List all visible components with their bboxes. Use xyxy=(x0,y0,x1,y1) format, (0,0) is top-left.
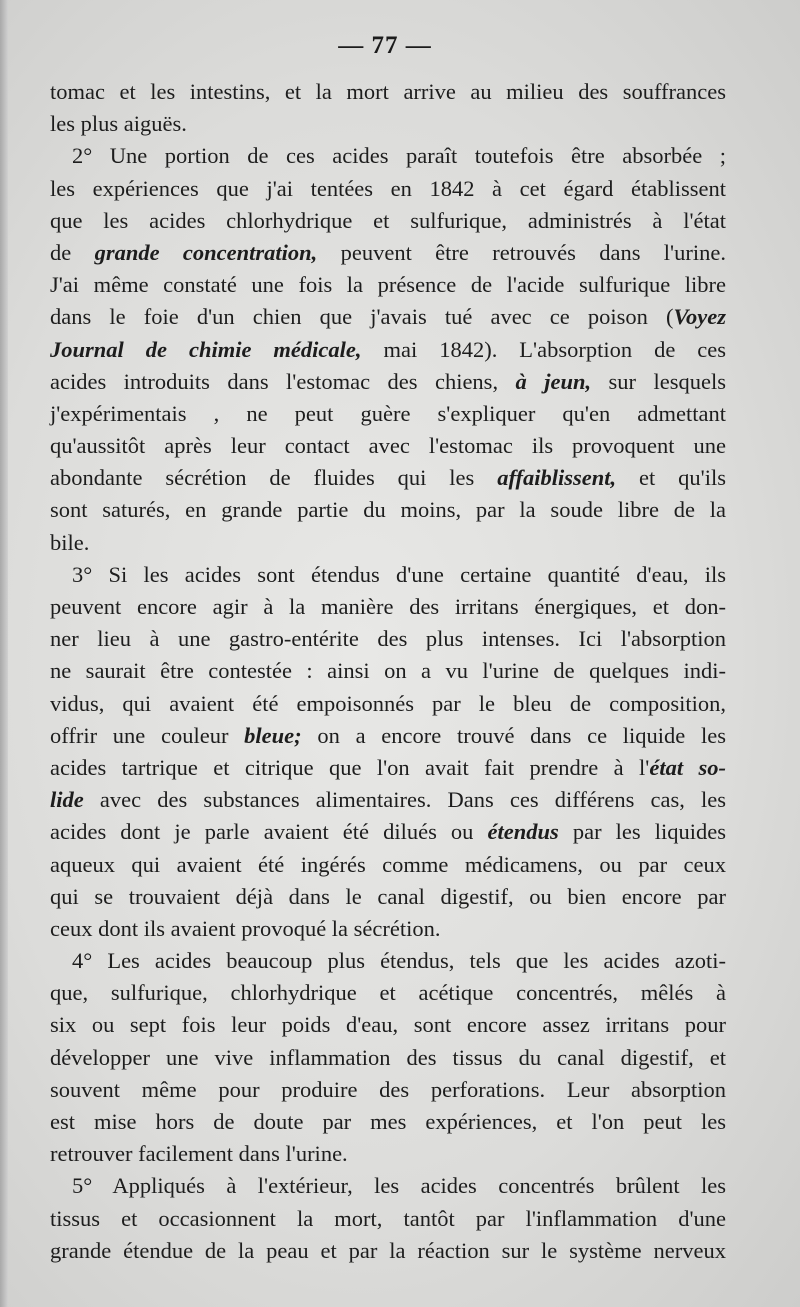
text-run: j'expérimentais , ne peut guère s'expliquer qu'en admettant xyxy=(50,400,726,426)
text-line xyxy=(50,977,726,1009)
text-run: dans le foie d'un chien que j'avais tué avec ce poison ( xyxy=(50,304,674,330)
italic-text: affaiblissent, xyxy=(497,465,617,491)
text-line xyxy=(50,301,726,333)
text-run: 4° Les acides beaucoup plus étendus, tels que les acides azoti- xyxy=(72,948,726,974)
text-run: est mise hors de doute par mes expériences, et l'on peut les xyxy=(50,1109,726,1134)
text-run: avec des substances alimentaires. Dans ces différens cas, les xyxy=(83,787,726,813)
text-run: ceux dont ils avaient provoqué la sécrétion. xyxy=(50,915,441,941)
body-text xyxy=(50,76,726,1267)
text-line xyxy=(50,269,726,301)
text-run: 3° Si les acides sont étendus d'une certaine quantité d'eau, ils xyxy=(72,561,726,587)
text-line xyxy=(50,237,726,269)
text-line xyxy=(50,623,726,655)
text-run: qui se trouvaient déjà dans le canal digestif, ou bien encore par xyxy=(50,883,726,909)
text-line xyxy=(50,881,726,913)
text-line xyxy=(50,1009,726,1041)
text-run: développer une vive inflammation des tissus du canal digestif, et xyxy=(50,1044,726,1070)
text-run: acides introduits dans l'estomac des chiens, xyxy=(50,368,516,394)
italic-text: état so- xyxy=(649,754,726,780)
text-line xyxy=(50,1106,726,1138)
text-run: de xyxy=(50,239,95,265)
text-run: ner lieu à une gastro-entérite des plus intenses. Ici l'absorption xyxy=(50,626,726,652)
text-run: 5° Appliqués à l'extérieur, les acides concentrés brûlent les xyxy=(72,1173,726,1199)
text-run: les plus aiguës. xyxy=(50,111,187,137)
text-line xyxy=(50,1235,726,1267)
italic-text: lide xyxy=(50,787,84,813)
text-line xyxy=(50,494,726,526)
text-line xyxy=(50,430,726,462)
text-run: que les acides chlorhydrique et sulfurique, administrés à l'état xyxy=(50,207,726,233)
text-run: peuvent être retrouvés dans l'urine. xyxy=(317,239,726,265)
page-gutter-shadow xyxy=(0,0,8,1307)
text-run: aqueux qui avaient été ingérés comme médicamens, ou par ceux xyxy=(50,851,726,877)
text-run: six ou sept fois leur poids d'eau, sont encore assez irritans pour xyxy=(50,1012,726,1038)
text-run: abondante sécrétion de fluides qui les xyxy=(50,465,498,491)
text-run: acides tartrique et citrique que l'on avait fait prendre à l' xyxy=(50,754,650,780)
italic-text: grande concentration, xyxy=(94,239,318,265)
text-line xyxy=(50,849,726,881)
text-run: grande étendue de la peau et par la réaction sur le système nerveux xyxy=(50,1237,726,1263)
text-line xyxy=(50,108,726,140)
text-line xyxy=(50,913,726,945)
text-run: ne saurait être contestée : ainsi on a vu l'urine de quelques indi- xyxy=(50,658,726,684)
text-run: vidus, qui avaient été empoisonnés par le bleu de composition, xyxy=(50,690,726,716)
text-run: 2° Une portion de ces acides paraît toutefois être absorbée ; xyxy=(72,143,726,169)
text-line xyxy=(50,655,726,687)
text-line xyxy=(50,1138,726,1170)
text-line xyxy=(50,140,726,172)
text-run: sont saturés, en grande partie du moins, par la soude libre de la xyxy=(50,497,726,523)
text-line xyxy=(50,1042,726,1074)
text-run: et qu'ils xyxy=(616,465,726,491)
text-run: tomac et les intestins, et la mort arrive au milieu des souffrances xyxy=(50,79,726,104)
text-line xyxy=(50,784,726,816)
italic-text: à jeun, xyxy=(515,368,592,394)
text-line xyxy=(50,720,726,752)
text-line xyxy=(50,591,726,623)
text-run: offrir une couleur xyxy=(50,722,245,748)
text-line xyxy=(50,334,726,366)
text-run: souvent même pour produire des perforations. Leur absorption xyxy=(50,1076,726,1102)
text-run: mai 1842). L'absorption de ces xyxy=(361,336,727,362)
text-run: sur lesquels xyxy=(591,368,726,394)
text-line xyxy=(50,366,726,398)
italic-text: bleue; xyxy=(244,722,302,748)
text-run: que, sulfurique, chlorhydrique et acétique concentrés, mêlés à xyxy=(50,980,726,1006)
text-run: par les liquides xyxy=(558,819,726,845)
text-line xyxy=(50,752,726,784)
text-run: qu'aussitôt après leur contact avec l'estomac ils provoquent une xyxy=(50,433,726,459)
text-run: peuvent encore agir à la manière des irritans énergiques, et don- xyxy=(50,594,726,619)
text-line xyxy=(50,816,726,848)
italic-text: étendus xyxy=(487,819,559,845)
text-run: les expériences que j'ai tentées en 1842 à cet égard établissent xyxy=(50,175,726,201)
text-run: on a encore trouvé dans ce liquide les xyxy=(301,722,726,748)
text-line xyxy=(50,398,726,430)
text-line xyxy=(50,1170,726,1202)
text-line xyxy=(50,205,726,237)
text-run: bile. xyxy=(50,529,90,555)
text-run: J'ai même constaté une fois la présence de l'acide sulfurique libre xyxy=(50,272,726,298)
text-run: acides dont je parle avaient été dilués ou xyxy=(50,819,488,845)
text-line xyxy=(50,173,726,205)
text-run: retrouver facilement dans l'urine. xyxy=(50,1141,348,1167)
text-line xyxy=(50,462,726,494)
text-line xyxy=(50,527,726,559)
text-line xyxy=(50,76,726,108)
text-line xyxy=(50,688,726,720)
text-line xyxy=(50,559,726,591)
italic-text: Journal de chimie médicale, xyxy=(50,336,362,362)
text-run: tissus et occasionnent la mort, tantôt par l'inflammation d'une xyxy=(50,1205,726,1231)
page-number: — 77 — xyxy=(338,32,432,59)
text-line xyxy=(50,1074,726,1106)
text-line xyxy=(50,945,726,977)
text-line xyxy=(50,1203,726,1235)
italic-text: Voyez xyxy=(673,304,726,330)
